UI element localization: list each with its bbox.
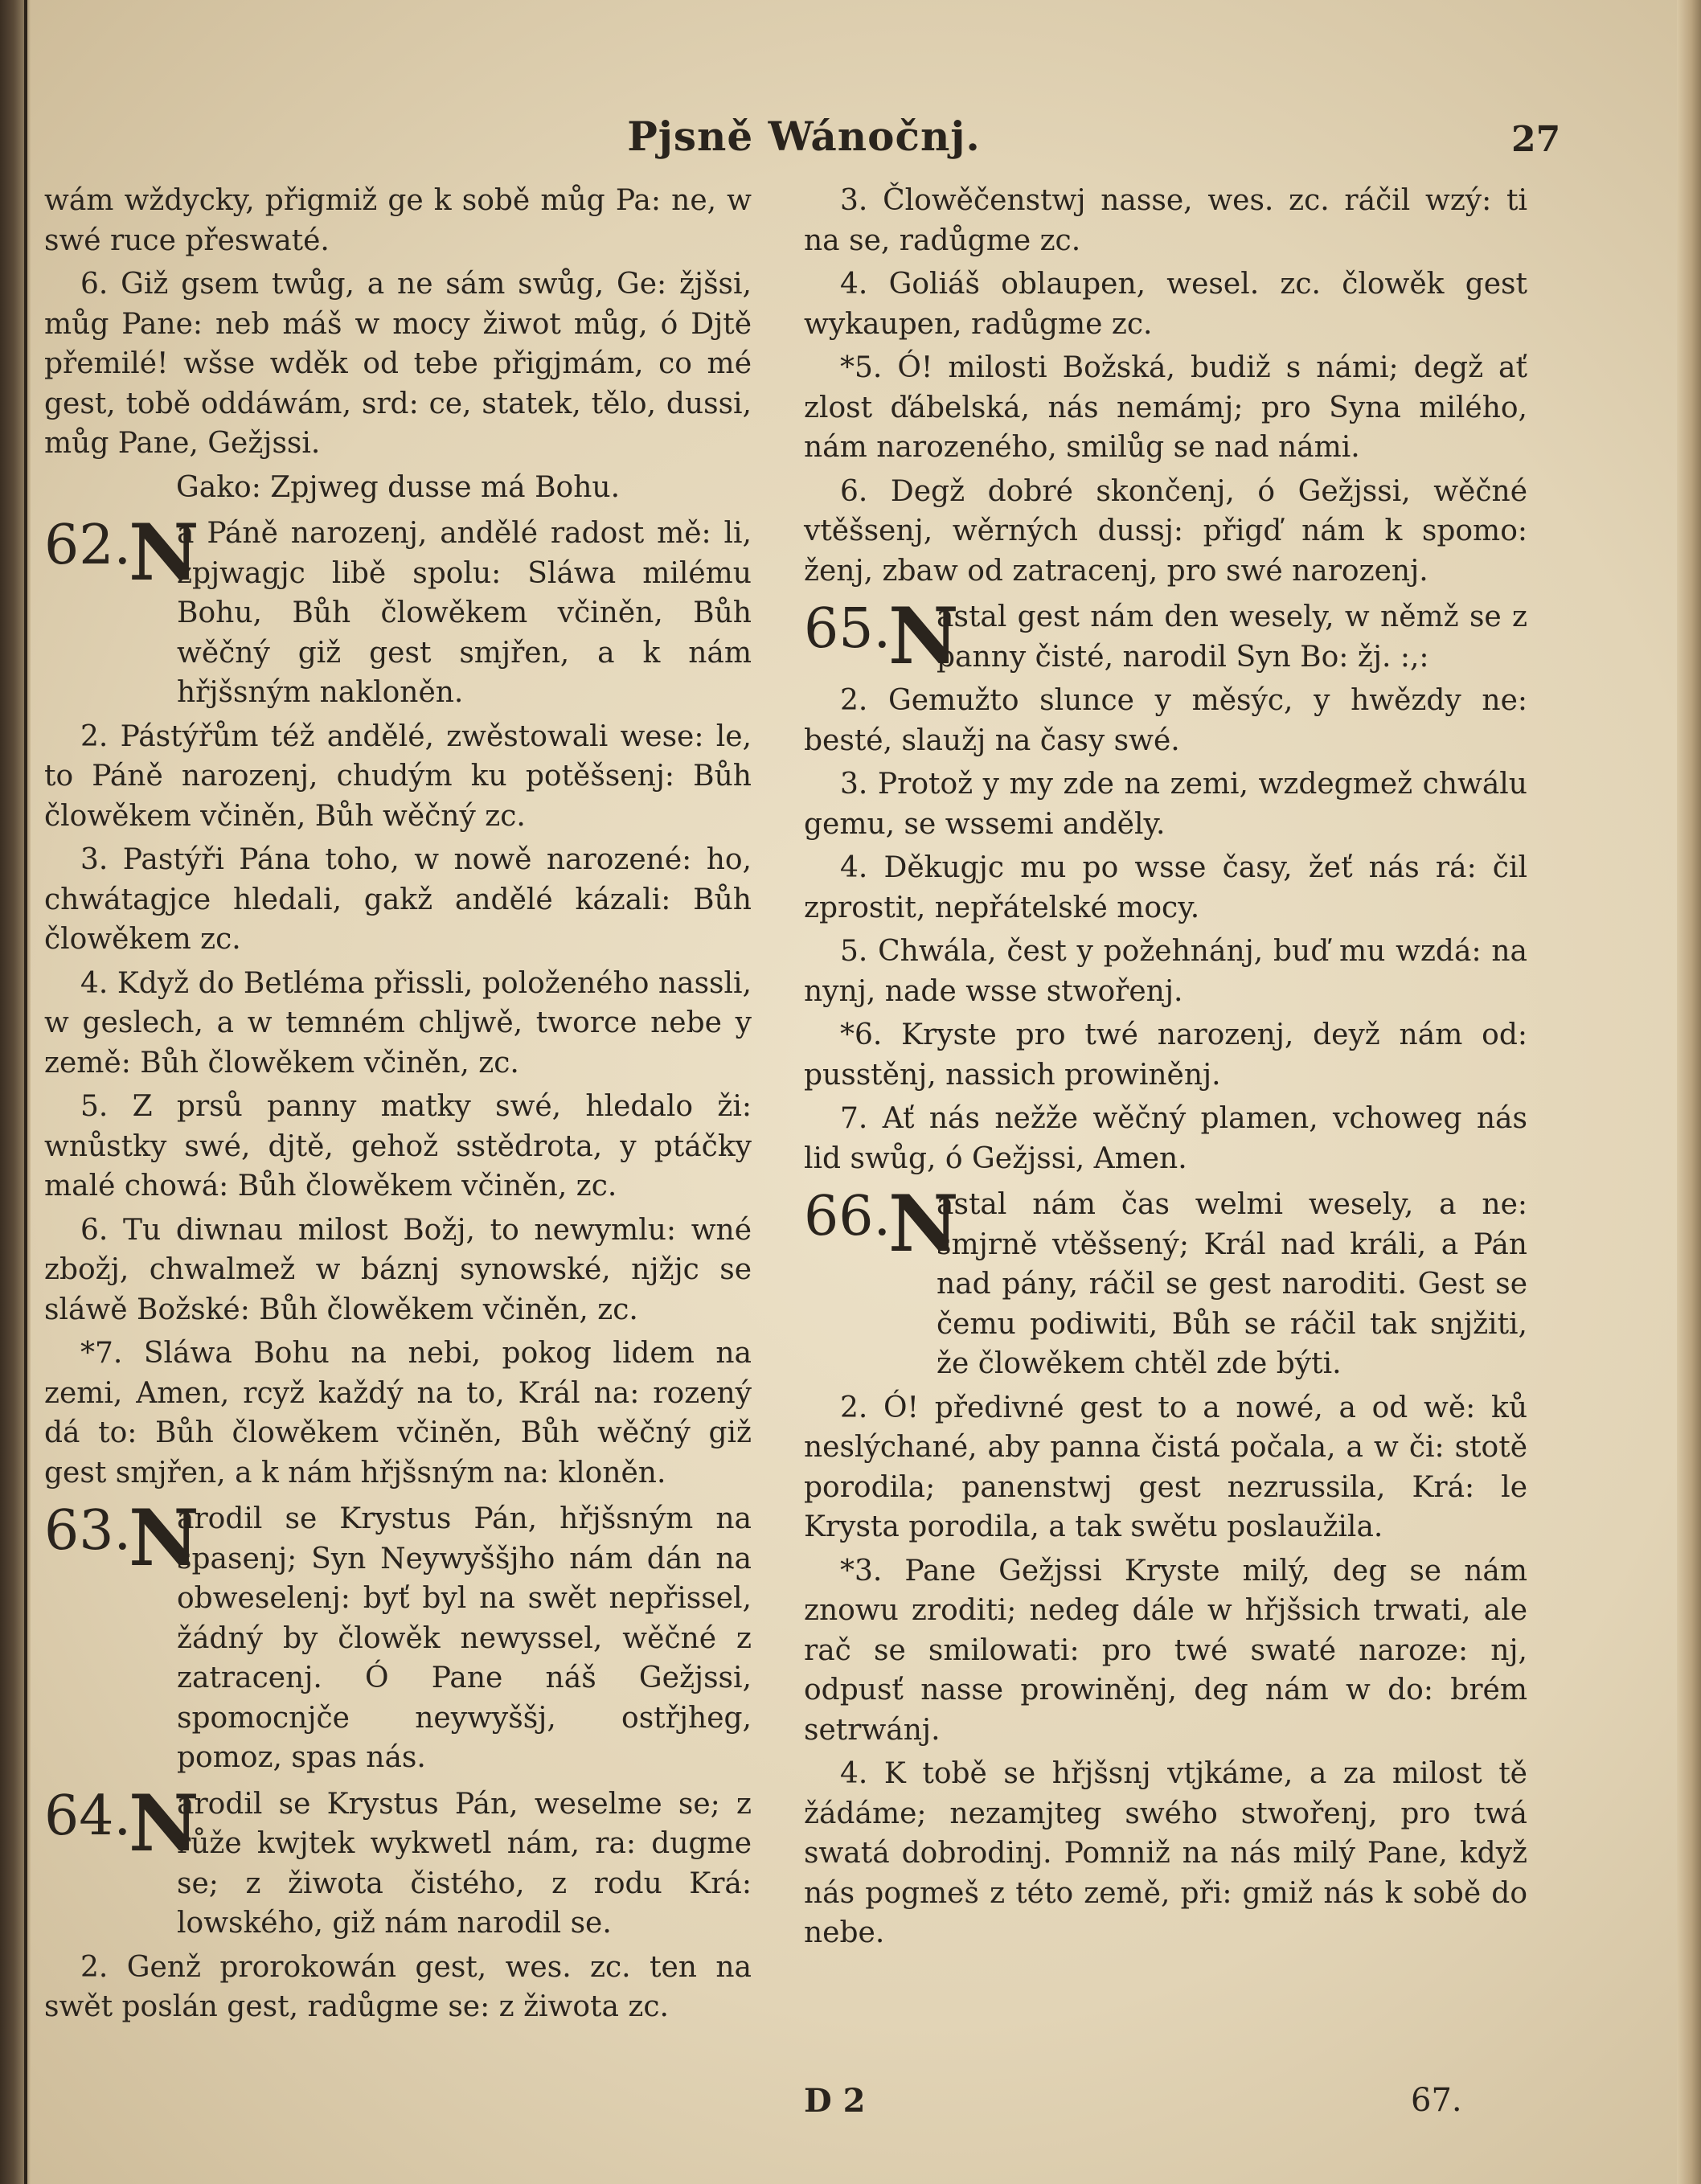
hymn-text: arodil se Krystus Pán, weselme se; z růže kwjtek wykwetl nám, ra: dugme se; z žiwota čistého, z rodu Krá: lowského, giž nám narodil se. [177, 1787, 752, 1940]
hymn-64 [44, 1777, 752, 1944]
hymn-63 [44, 1493, 752, 1778]
hymn-number: 63. [44, 1499, 132, 1563]
verse: *3. Pane Gežjssi Kryste milý, deg se nám znowu zroditi; nedeg dále w hřjšsich trwati, ale rač se smilowati: pro twé swaté naroze: nj, odpusť nasse prowiněnj, deg nám w do: brém setrwánj. [804, 1554, 1527, 1747]
hymn-number: 62. [44, 514, 132, 577]
melody-line: Gako: Zpjweg dusse má Bohu. [175, 470, 621, 504]
verse: 5. Chwála, čest y požehnánj, buď mu wzdá: na nynj, nade wsse stwořenj. [804, 935, 1527, 1008]
paragraph: 6. Giž gsem twůg, a ne sám swůg, Ge: žjšsi, můg Pane: neb máš w mocy žiwot můg, ó Djtě přemilé! wšse wděk od tebe přigjmám, co mé gest, tobě oddáwám, srd: ce, statek, tělo, dussi, můg Pane, Gežjssi. [44, 268, 752, 460]
hymn-number: 64. [44, 1784, 132, 1848]
verse: 3. Pastýři Pána toho, w nowě narozené: ho, chwátagjce hledali, gakž andělé kázali: Bůh člowěkem zc. [44, 843, 752, 956]
hymn-65 [804, 591, 1527, 682]
hymn-66 [804, 1178, 1527, 1384]
paragraph: wám wždycky, přigmiž ge k sobě můg Pa: ne, w swé ruce přeswaté. [44, 184, 752, 257]
verse: 2. Ó! předivné gest to a nowé, a od wě: ků neslýchané, aby panna čistá počala, a w či: stotě porodila; panenstwj gest nezrussila, Krá: le Krysta porodila, a tak swětu poslaužila. [804, 1391, 1527, 1543]
hymn-text: a Páně narozenj, andělé radost mě: li, zpjwagjc libě spolu: Sláwa milému Bohu, Bůh člowěkem včiněn, Bůh wěčný giž gest smjřen, a k nám hřjšsným nakloněn. [177, 517, 752, 709]
hymn-62 [44, 507, 752, 713]
verse: 2. Gemužto slunce y měsýc, y hwězdy ne: besté, slaužj na časy swé. [804, 684, 1527, 757]
verse: 2. Pástýřům též andělé, zwěstowali wese: le, to Páně narozenj, chudým ku potěšsenj: Bůh člowěkem včiněn, Bůh wěčný zc. [44, 719, 752, 833]
drop-initial: N [129, 1493, 199, 1584]
verse: 3. Protož y my zde na zemi, wzdegmež chwálu gemu, se wssemi anděly. [804, 768, 1527, 841]
hymn-text: astal gest nám den wesely, w němž se z panny čisté, narodil Syn Bo: žj. :,: [937, 600, 1527, 674]
drop-initial: N [888, 1178, 959, 1269]
drop-initial: N [888, 591, 959, 682]
hymn-number: 65. [804, 597, 891, 661]
verse: 6. Degž dobré skončenj, ó Gežjssi, wěčné vtěšsenj, wěrných dussj: přigď nám k spomo: ženj, zbaw od zatracenj, pro swé narozenj. [804, 474, 1527, 588]
page-title: Pjsně Wánočnj. [627, 113, 981, 160]
verse: 5. Z prsů panny matky swé, hledalo ži: wnůstky swé, djtě, gehož sstědrota, y ptáčky malé chowá: Bůh člowěkem včiněn, zc. [44, 1090, 752, 1203]
drop-initial: N [129, 1777, 199, 1869]
page-number: 27 [1511, 119, 1561, 160]
drop-initial: N [129, 507, 199, 598]
hymn-number: 66. [804, 1185, 891, 1248]
verse: 6. Tu diwnau milost Božj, to newymlu: wné zbožj, chwalmež w báznj synowské, njžjc se sláwě Božské: Bůh člowěkem včiněn, zc. [44, 1213, 752, 1326]
hymn-text: astal nám čas welmi wesely, a ne: smjrně vtěšsený; Král nad králi, a Pán nad pány, ráčil se gest naroditi. Gest se čemu podiwiti, Bůh se ráčil tak snjžiti, že člowěkem chtěl zde býti. [937, 1188, 1527, 1380]
verse: 4. Děkugjc mu po wsse časy, žeť nás rá: čil zprostit, nepřátelské mocy. [804, 851, 1527, 924]
verse: 2. Genž prorokowán gest, wes. zc. ten na swět poslán gest, radůgme se: z žiwota zc. [44, 1950, 752, 2023]
verse: 3. Člowěčenstwj nasse, wes. zc. ráčil wzý: ti na se, radůgme zc. [804, 184, 1527, 257]
page-edge [1677, 0, 1701, 2184]
verse: *6. Kryste pro twé narozenj, deyž nám od: pusstěnj, nassich prowiněnj. [804, 1018, 1527, 1092]
right-column [804, 181, 1527, 1957]
verse: 7. Ať nás nežže wěčný plamen, vchoweg nás lid swůg, ó Gežjssi, Amen. [804, 1102, 1527, 1175]
verse: *5. Ó! milosti Božská, budiž s námi; degž ať zlost ďábelská, nás nemámj; pro Syna milého, nám narozeného, smilůg se nad námi. [804, 351, 1527, 464]
left-column [44, 181, 752, 2031]
verse: 4. Když do Betléma přissli, položeného nassli, w gesle​ch, a w temném chljwě, tworce nebe y země: Bůh člowěkem včiněn, zc. [44, 966, 752, 1080]
verse: 4. K tobě se hřjšsnj vtjkáme, a za milost tě žádáme; nezamjteg swého stwořenj, pro twá swatá dobrodinj. Pomniž na nás milý Pane, když nás pogmeš z této země, při: gmiž nás k sobě do nebe. [804, 1757, 1527, 1949]
signature-mark: D 2 [804, 2082, 866, 2120]
catchword: 67. [1411, 2082, 1462, 2119]
verse: *7. Sláwa Bohu na nebi, pokog lidem na zemi, Amen, rcyž každý na to, Král na: rozený dá to: Bůh člowěkem včiněn, Bůh wěčný giž gest smjřen, a k nám hřjšsným na: kloněn. [44, 1337, 752, 1489]
verse: 4. Goliáš oblaupen, wesel. zc. člowěk gest wykaupen, radůgme zc. [804, 268, 1527, 341]
hymn-text: arodil se Krystus Pán, hřjšsným na spasenj; Syn Neywyššjho nám dán na obweselenj: byť byl na swět nepřissel, žádný by člowěk newyssel, wěčné z zatracenj. Ó Pane náš Gežjssi, spomocnjče neywyššj, ostřjheg, pomoz, spas nás. [177, 1502, 752, 1774]
binding-edge [24, 0, 27, 2184]
